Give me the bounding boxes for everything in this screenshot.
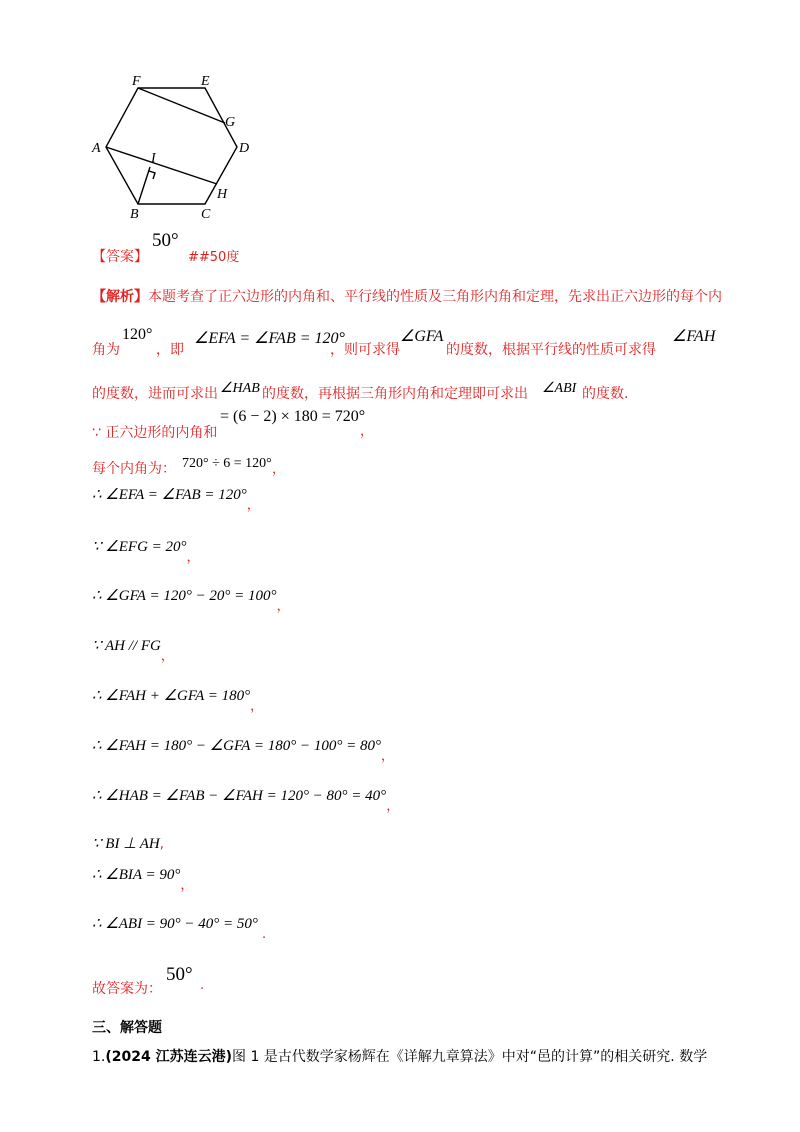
analysis-math-gfa: ∠GFA	[400, 328, 444, 345]
analysis-text-2c: ，则可求得	[330, 342, 400, 358]
step-8-comma: ，	[380, 749, 394, 764]
step-10	[92, 834, 164, 853]
right-angle-mark	[149, 171, 155, 179]
analysis-text-2d: 的度数，根据平行线的性质可求得	[446, 342, 656, 358]
step-9	[92, 785, 400, 814]
analysis-text-3a: 的度数，进而可求出	[92, 386, 218, 402]
step-10-comma: ,	[159, 837, 164, 852]
analysis-line-2	[92, 320, 732, 360]
step-9-comma: ，	[386, 799, 400, 814]
analysis-text-3b: 的度数，再根据三角形内角和定理即可求出	[262, 386, 528, 402]
analysis-math-abi: ∠ABI	[542, 381, 577, 396]
step-3-comma: ，	[246, 498, 260, 513]
question-source: (2024 江苏连云港)	[105, 1049, 232, 1065]
step-7-comma: ，	[250, 699, 264, 714]
step-6-math: ∵ AH // FG	[92, 638, 161, 654]
question-text: 图 1 是古代数学家杨辉在《详解九章算法》中对“邑的计算”的相关研究. 数学	[232, 1049, 708, 1065]
question-number: 1.	[92, 1049, 106, 1065]
analysis-math-efa: ∠EFA = ∠FAB = 120°	[194, 330, 345, 347]
label-H: H	[217, 187, 228, 202]
final-answer	[92, 964, 292, 996]
step-3	[92, 484, 260, 513]
analysis-math-fah: ∠FAH	[672, 328, 716, 345]
step-5-comma: ，	[276, 599, 290, 614]
step-1-math: = (6 − 2) × 180 = 720°	[220, 408, 366, 425]
segment-FG	[138, 88, 225, 123]
analysis-math-120: 120°	[122, 326, 153, 343]
label-B: B	[130, 207, 139, 222]
segment-AH	[106, 147, 217, 184]
step-6-comma: ，	[160, 649, 174, 664]
analysis-text-2b: ，即	[156, 342, 184, 358]
analysis-tag: 【解析】	[92, 289, 148, 305]
analysis-text-3c: 的度数.	[582, 386, 629, 402]
step-8-math: ∴ ∠FAH = 180° − ∠GFA = 180° − 100° = 80°	[92, 738, 381, 754]
answer-alt: ##50度	[188, 250, 240, 265]
analysis-math-hab: ∠HAB	[220, 381, 260, 396]
step-9-math: ∴ ∠HAB = ∠FAB − ∠FAH = 120° − 80° = 40°	[92, 788, 387, 804]
step-4-math: ∵ ∠EFG = 20°	[92, 539, 187, 555]
step-1-text: ∵ 正六边形的内角和	[92, 425, 218, 441]
step-2-math: 720° ÷ 6 = 120°	[182, 456, 272, 471]
label-C: C	[201, 207, 211, 222]
hexagon-figure	[90, 74, 260, 224]
analysis-line-3	[92, 380, 732, 404]
step-2	[92, 456, 392, 478]
label-I: I	[151, 151, 156, 166]
final-answer-value: 50°	[166, 964, 193, 985]
step-11	[92, 864, 194, 893]
analysis-text-2a: 角为	[92, 342, 120, 358]
step-12-math: ∴ ∠ABI = 90° − 40° = 50°	[92, 916, 258, 932]
step-6	[92, 635, 174, 664]
label-F: F	[132, 74, 141, 89]
label-G: G	[225, 115, 236, 130]
step-4-comma: ，	[186, 550, 200, 565]
section-title: 三、解答题	[92, 1020, 162, 1036]
step-7	[92, 685, 264, 714]
step-4	[92, 536, 200, 565]
segment-BI	[138, 167, 150, 204]
step-11-comma: ，	[180, 878, 194, 893]
step-5-math: ∴ ∠GFA = 120° − 20° = 100°	[92, 588, 277, 604]
final-answer-period: .	[200, 978, 205, 993]
question-1	[92, 1046, 707, 1066]
step-10-math: ∵ BI ⊥ AH	[92, 836, 160, 852]
label-A: A	[92, 141, 101, 156]
analysis-line-1	[92, 286, 722, 306]
step-12-period: .	[261, 927, 267, 942]
step-2-comma: ，	[272, 462, 286, 477]
analysis-text-1: 本题考查了正六边形的内角和、平行线的性质及三角形内角和定理，先求出正六边形的每个内	[148, 289, 722, 305]
step-11-math: ∴ ∠BIA = 90°	[92, 867, 181, 883]
answer-value: 50°	[152, 230, 179, 251]
step-1	[92, 408, 392, 442]
label-E: E	[201, 74, 210, 89]
final-answer-text: 故答案为：	[92, 981, 162, 997]
answer-tag: 【答案】	[92, 249, 148, 265]
step-1-comma: ，	[360, 424, 374, 439]
step-3-math: ∴ ∠EFA = ∠FAB = 120°	[92, 487, 247, 503]
step-12	[92, 914, 267, 942]
step-7-math: ∴ ∠FAH + ∠GFA = 180°	[92, 688, 251, 704]
label-D: D	[239, 141, 250, 156]
step-2-text: 每个内角为：	[92, 461, 176, 477]
step-8	[92, 735, 394, 764]
step-5	[92, 585, 290, 614]
